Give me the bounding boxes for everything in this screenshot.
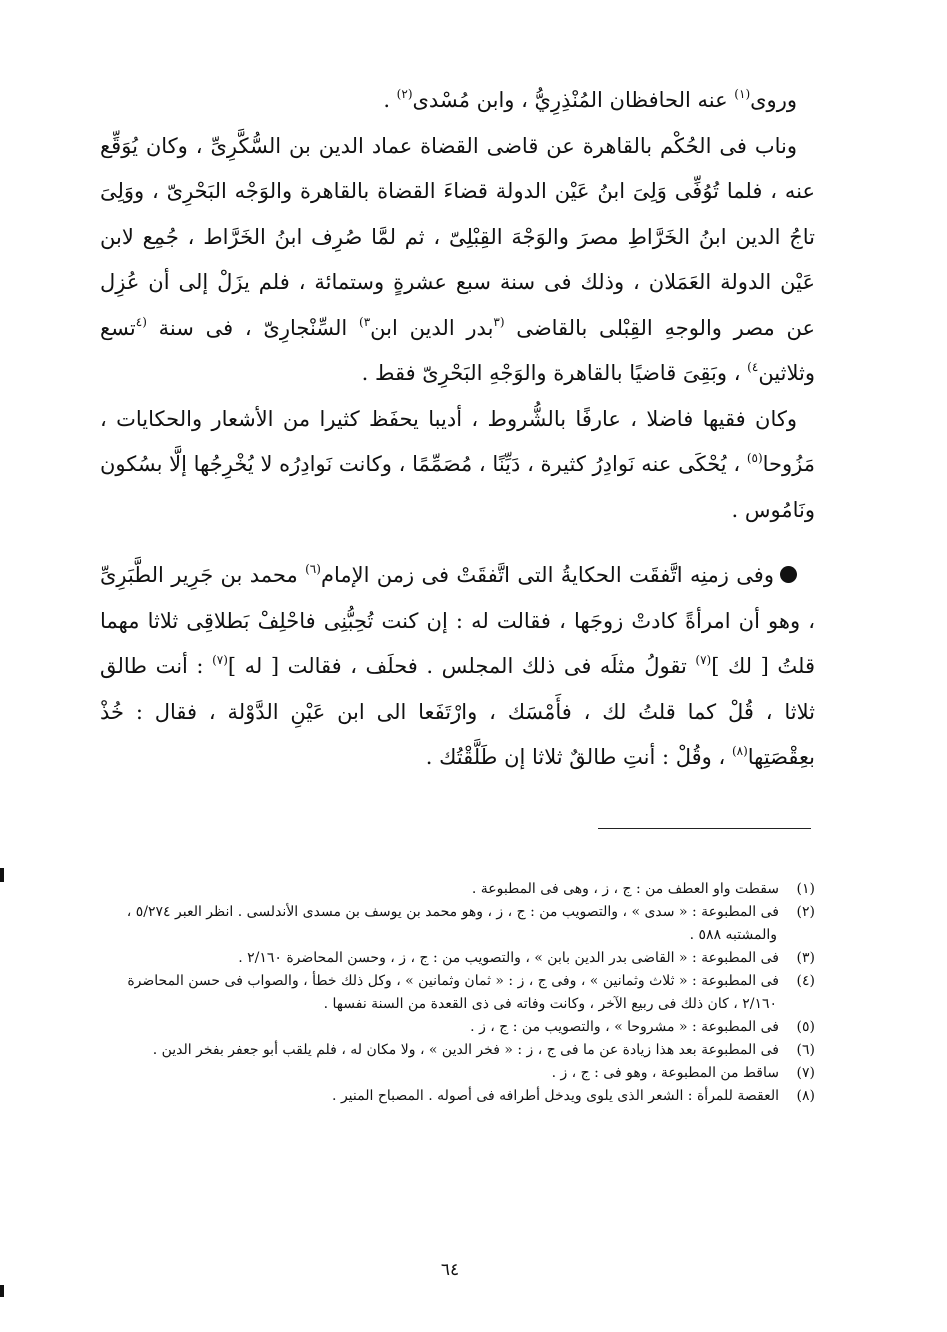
footnote-text: فى المطبوعة : « ثلاث وثمانين » ، وفى ج ، ز : « ثمان وثمانين » ، وكل ذلك خطأ ، والصواب فى حسن المحاضرة ٢/١٦٠ ، كان ذلك فى ربيع الآخر ، وكانت وفاته فى ذى القعدة من السنة نفسها . <box>127 973 779 1012</box>
text-run: وناب فى الحُكْم بالقاهرة عن قاضى القضاة عماد الدين بن السُّكَّرِىِّ ، وكان يُوَقِّع عنه ، فلما تُوُفِّى وَلِىَ ابنُ عَيْن الدولة قضاءَ القضاة بالقاهرة والوَجْه البَحْرِىّ ، ووَلِىَ تاجُ الدين ابنُ الخَرَّاطِ مصرَ والوَجْهَ القِبْلِىّ ، ثم لمَّا صُرِف ابنُ الخَرَّاط ، جُمِع لابن عَيْن الدولة العَمَلان ، وذلك فى سنة سبع عشرةٍ وستمائة ، فلم يزَلْ إلى أن عُزِل عن مصر والوجهِ القِبْلى بالقاضى <box>100 133 815 340</box>
footnote-text: فى المطبوعة : « القاضى بدر الدين بابن » ، والتصويب من : ج ، ز ، وحسن المحاضرة ٢/١٦٠ . <box>238 950 779 966</box>
text-run: تسع وثلاثين <box>100 315 815 385</box>
footnote-ref[interactable]: (٨) <box>731 744 748 758</box>
text-run: ، يُحْكَى عنه نَوادِرُ كثيرة ، دَيِّنًا ، مُصَمِّمًا ، وكانت نَوادِرُه لا يُخْرِجُها إلَّا بسُكون ونَامُوس . <box>100 452 815 522</box>
footnote-ref[interactable]: (٤ <box>135 314 147 329</box>
main-text <box>100 78 815 781</box>
page-number: ٦٤ <box>440 1260 460 1280</box>
text-run: . <box>383 88 397 112</box>
footnote-text: فى المطبوعة : « سدى » ، والتصويب من : ج ، ز ، وهو محمد بن يوسف بن مسدى الأندلسى . انظر العبر ٥/٢٧٤ ، والمشتبه ٥٨٨ . <box>126 904 779 943</box>
footnote-1 <box>100 878 815 901</box>
footnote-number: (٨) <box>796 1088 815 1104</box>
footnote-2 <box>100 901 815 947</box>
footnote-3 <box>100 947 815 970</box>
footnote-ref[interactable]: (٧) <box>212 653 228 667</box>
text-run: ، وبَقِىَ قاضيًا بالقاهرة والوَجْهِ البَحْرِىّ فقط . <box>361 361 748 385</box>
footnote-ref[interactable]: ٣) <box>359 314 371 329</box>
paragraph-3 <box>100 397 815 534</box>
footnote-separator <box>598 828 811 829</box>
footnote-number: (٣) <box>796 950 815 966</box>
footnote-5 <box>100 1016 815 1039</box>
footnote-6 <box>100 1039 815 1062</box>
text-run: السِّنْجارِىّ ، فى سنة <box>146 315 360 340</box>
text-run: محمد بن جَرِير الطَّبَرِىِّ ، وهو أن امرأةً كادتْ زوجَها ، فقالت له : إن كنت تُحِبُّنِى فاحْلِفْ بَطلاقِى ثلاثا مهما قلتُ [ لك ] <box>100 563 815 678</box>
footnote-text: فى المطبوعة بعد هذا زيادة عن ما فى ج ، ز : « فخر الدين » ، ولا مكان له ، فلم يلقب أبو جعفر بفخر الدين . <box>152 1042 779 1058</box>
footnote-4 <box>100 970 815 1016</box>
text-run: : أنت طالق ثلاثا ، قُلْ كما قلتُ لك ، فأَمْسَك ، وارْتَفَعا الى ابن عَيْنِ الدَّوْلة ، فقال : خُذْ بعِقْصَتِها <box>100 654 815 769</box>
text-run: تقولُ مثلَه فى ذلك المجلس . فحلَف ، فقالت [ له ] <box>227 654 696 678</box>
footnote-text: سقطت واو العطف من : ج ، ز ، وهى فى المطبوعة . <box>471 881 779 897</box>
footnote-text: ساقط من المطبوعة ، وهو فى : ج ، ز . <box>551 1065 779 1081</box>
text-run: بدر الدين ابن <box>370 315 494 340</box>
scan-mark <box>0 868 4 882</box>
footnote-ref[interactable]: (٥) <box>746 451 763 465</box>
text-run: وكان فقيها فاضلا ، عارفًا بالشُّروط ، أديبا يحفَظ كثيرا من الأشعار والحكايات ، مَزُوحا <box>100 406 815 476</box>
footnote-number: (٤) <box>796 973 815 989</box>
footnote-text: فى المطبوعة : « مشروحا » ، والتصويب من : ج ، ز . <box>470 1019 779 1035</box>
paragraph-2 <box>100 124 815 397</box>
paragraph-4 <box>100 553 815 781</box>
footnote-number: (٦) <box>796 1042 815 1058</box>
footnotes <box>100 878 815 1108</box>
footnote-ref[interactable]: (١) <box>734 87 751 101</box>
footnote-ref[interactable]: ٤) <box>747 360 759 374</box>
bullet-icon <box>780 566 797 583</box>
footnote-7 <box>100 1062 815 1085</box>
footnote-ref[interactable]: (٢) <box>396 87 413 101</box>
footnote-ref[interactable]: (٣ <box>493 314 505 329</box>
text-run: عنه الحافظان المُنْذِرِيُّ ، وابن مُسْدى <box>412 88 735 112</box>
footnote-ref[interactable]: (٦) <box>305 562 321 576</box>
footnote-ref[interactable]: (٧) <box>695 653 712 667</box>
paragraph-1 <box>100 78 815 124</box>
footnote-number: (٢) <box>796 904 815 920</box>
text-run: وروى <box>750 88 797 112</box>
footnote-number: (٧) <box>796 1065 815 1081</box>
footnote-text: العقصة للمرأة : الشعر الذى يلوى ويدخل أطرافه فى أصوله . المصباح المنير . <box>332 1088 779 1104</box>
text-run: ، وقُلْ : أنتِ طالقٌ ثلاثا إن طَلَّقْتُك . <box>425 745 732 769</box>
footnote-number: (١) <box>796 881 815 897</box>
text-run: وفى زمنِه اتَّفقَت الحكايةُ التى اتَّفقَتْ فى زمن الإمام <box>320 563 774 587</box>
footnote-number: (٥) <box>796 1019 815 1035</box>
scan-mark <box>0 1285 4 1297</box>
footnote-8 <box>100 1085 815 1108</box>
